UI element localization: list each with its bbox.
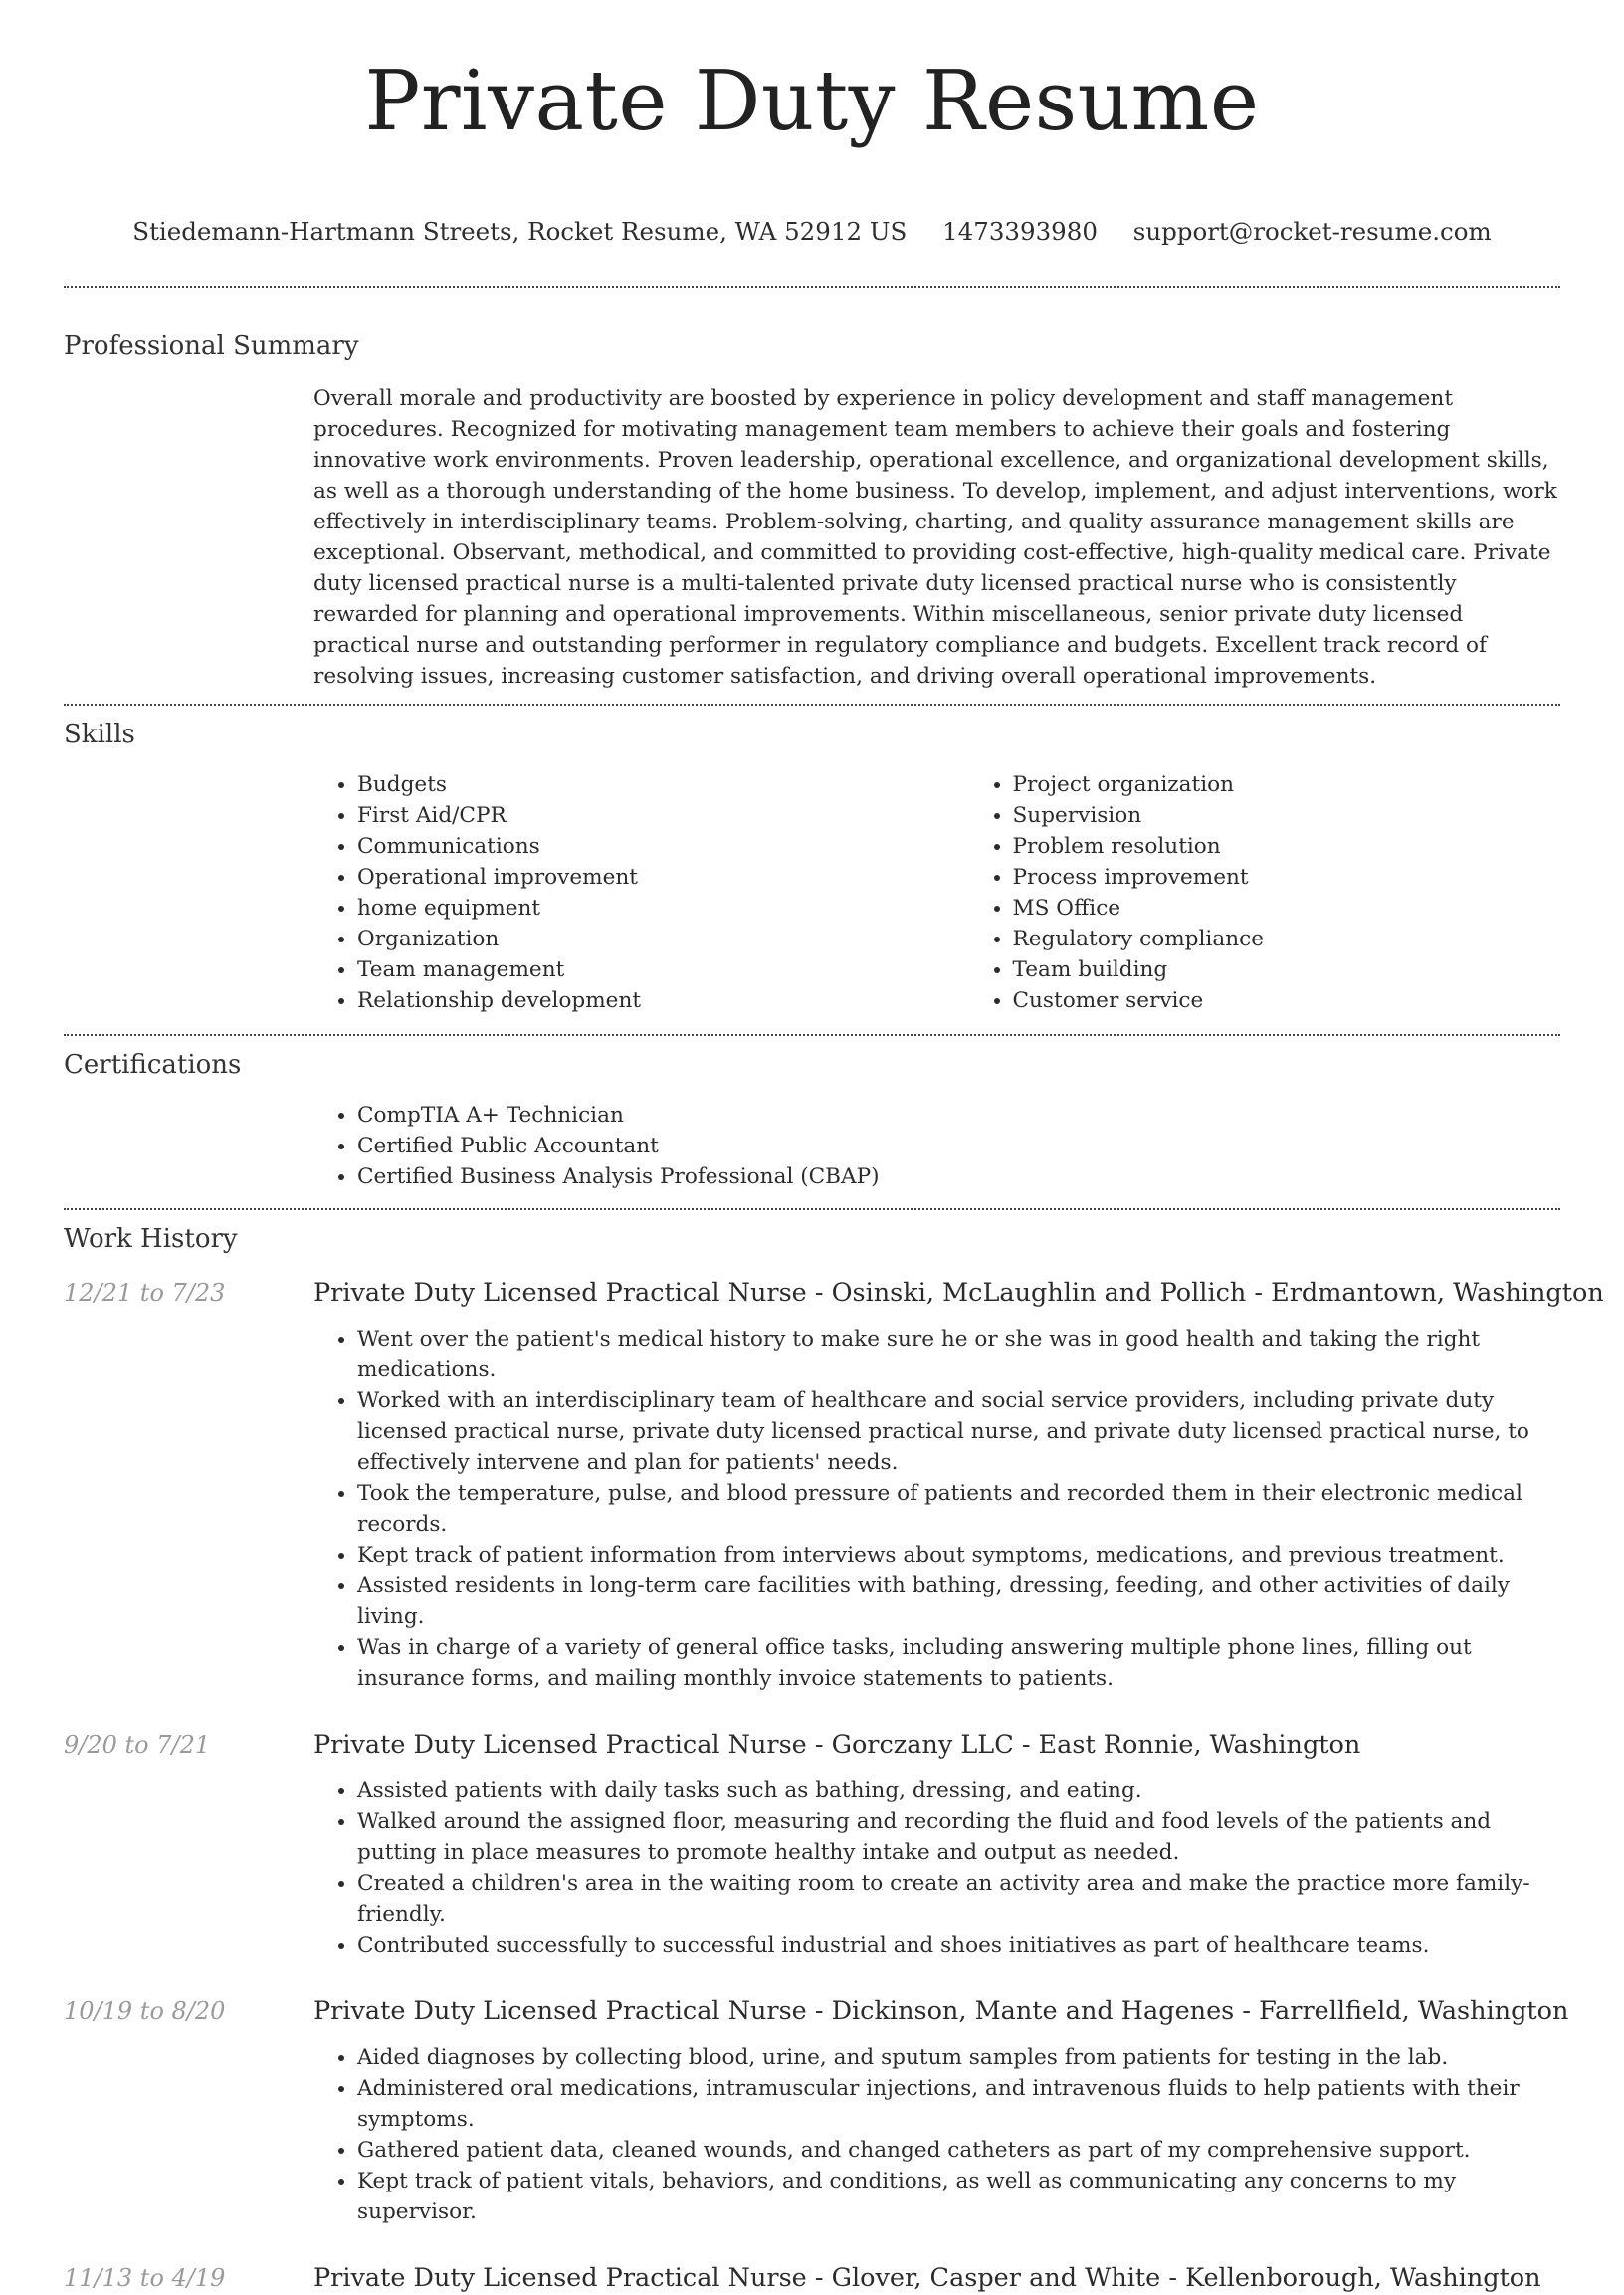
job-bullet: • Created a children's area in the waiting room to create an activity area and make the practice more family-friendly. (357, 1868, 1560, 1930)
job-title: Private Duty Licensed Practical Nurse - Dickinson, Mante and Hagenes - Farrellfield, Washington (313, 1994, 1568, 2028)
job-bullet: • Kept track of patient vitals, behaviors, and conditions, as well as communicating any concerns to my supervisor. (357, 2166, 1560, 2227)
divider (64, 286, 1560, 288)
job-title: Private Duty Licensed Practical Nurse - Glover, Casper and White - Kellenborough, Washington (313, 2261, 1541, 2295)
skills-column-right (969, 769, 1624, 1016)
job-bullet: • Gathered patient data, cleaned wounds, and changed catheters as part of my comprehensive support. (357, 2135, 1560, 2166)
skill-item: • Regulatory compliance (1013, 924, 1624, 954)
skills-list (313, 769, 1624, 1016)
skills-column-left (313, 769, 969, 1016)
skill-item: • home equipment (357, 893, 969, 924)
skill-item: • Organization (357, 924, 969, 954)
contact-email: support@rocket-resume.com (1133, 217, 1492, 246)
skill-item: • MS Office (1013, 893, 1624, 924)
skill-item: • Problem resolution (1013, 831, 1624, 862)
job-bullet: • Took the temperature, pulse, and blood pressure of patients and recorded them in their electronic medical records. (357, 1478, 1560, 1540)
job-entry (0, 1994, 1624, 2227)
certifications-list (313, 1100, 1560, 1192)
job-dates: 11/13 to 4/19 (0, 2261, 313, 2295)
job-title: Private Duty Licensed Practical Nurse - Osinski, McLaughlin and Pollich - Erdmantown, Washington (313, 1276, 1604, 1310)
job-bullet: • Went over the patient's medical history to make sure he or she was in good health and taking the right medications. (357, 1324, 1560, 1385)
skill-item: • Customer service (1013, 985, 1624, 1016)
job-entry (0, 1728, 1624, 1961)
summary-text: Overall morale and productivity are boosted by experience in policy development and staff management procedures. Recognized for motivating management team members to achieve their goals and fostering innovative work environments. Proven leadership, operational excellence, and organizational development skills, as well as a thorough understanding of the home business. To develop, implement, and adjust interventions, work effectively in interdisciplinary teams. Problem-solving, charting, and quality assurance management skills are exceptional. Observant, methodical, and committed to providing cost-effective, high-quality medical care. Private duty licensed practical nurse is a multi-talented private duty licensed practical nurse who is consistently rewarded for planning and operational improvements. Within miscellaneous, senior private duty licensed practical nurse and outstanding performer in regulatory compliance and budgets. Excellent track record of resolving issues, increasing customer satisfaction, and driving overall operational improvements. (313, 383, 1560, 692)
certification-item: • Certified Public Accountant (357, 1131, 1560, 1161)
contact-line (0, 217, 1624, 247)
skill-item: • Team building (1013, 954, 1624, 985)
skill-item: • Communications (357, 831, 969, 862)
job-bullet: • Assisted residents in long-term care facilities with bathing, dressing, feeding, and other activities of daily living. (357, 1570, 1560, 1632)
job-bullet: • Assisted patients with daily tasks such as bathing, dressing, and eating. (357, 1775, 1560, 1806)
certification-item: • CompTIA A+ Technician (357, 1100, 1560, 1131)
section-title-work-history: Work History (0, 1222, 1624, 1256)
job-bullet: • Aided diagnoses by collecting blood, urine, and sputum samples from patients for testing in the lab. (357, 2042, 1560, 2073)
resume-name: Private Duty Resume (0, 0, 1624, 151)
job-entry (0, 2261, 1624, 2295)
section-title-skills: Skills (0, 718, 1624, 751)
job-bullet: • Contributed successfully to successful industrial and shoes initiatives as part of healthcare teams. (357, 1930, 1560, 1961)
skill-item: • Project organization (1013, 769, 1624, 800)
contact-address: Stiedemann-Hartmann Streets, Rocket Resume, WA 52912 US (132, 217, 907, 246)
divider (64, 704, 1560, 706)
skill-item: • Relationship development (357, 985, 969, 1016)
job-bullets (313, 2042, 1560, 2227)
divider (64, 1034, 1560, 1036)
certification-item: • Certified Business Analysis Professional (CBAP) (357, 1161, 1560, 1192)
job-dates: 9/20 to 7/21 (0, 1728, 313, 1762)
job-dates: 12/21 to 7/23 (0, 1276, 313, 1310)
job-entry (0, 1276, 1624, 1694)
job-bullet: • Administered oral medications, intramuscular injections, and intravenous fluids to help patients with their symptoms. (357, 2073, 1560, 2135)
skill-item: • Supervision (1013, 800, 1624, 831)
job-bullet: • Was in charge of a variety of general office tasks, including answering multiple phone lines, filling out insurance forms, and mailing monthly invoice statements to patients. (357, 1632, 1560, 1694)
job-bullets (313, 1324, 1560, 1694)
job-bullet: • Walked around the assigned floor, measuring and recording the fluid and food levels of the patients and putting in place measures to promote healthy intake and output as needed. (357, 1806, 1560, 1868)
skill-item: • Operational improvement (357, 862, 969, 893)
job-bullet: • Kept track of patient information from interviews about symptoms, medications, and previous treatment. (357, 1540, 1560, 1570)
section-title-summary: Professional Summary (0, 329, 1624, 363)
job-bullet: • Worked with an interdisciplinary team of healthcare and social service providers, including private duty licensed practical nurse, private duty licensed practical nurse, and private duty licensed practical nurse, to effectively intervene and plan for patients' needs. (357, 1385, 1560, 1478)
section-title-certifications: Certifications (0, 1048, 1624, 1082)
skill-item: • Process improvement (1013, 862, 1624, 893)
skill-item: • Team management (357, 954, 969, 985)
contact-phone: 1473393980 (942, 217, 1098, 246)
skill-item: • Budgets (357, 769, 969, 800)
divider (64, 1208, 1560, 1210)
job-title: Private Duty Licensed Practical Nurse - Gorczany LLC - East Ronnie, Washington (313, 1728, 1360, 1762)
skill-item: • First Aid/CPR (357, 800, 969, 831)
job-bullets (313, 1775, 1560, 1961)
job-dates: 10/19 to 8/20 (0, 1994, 313, 2028)
